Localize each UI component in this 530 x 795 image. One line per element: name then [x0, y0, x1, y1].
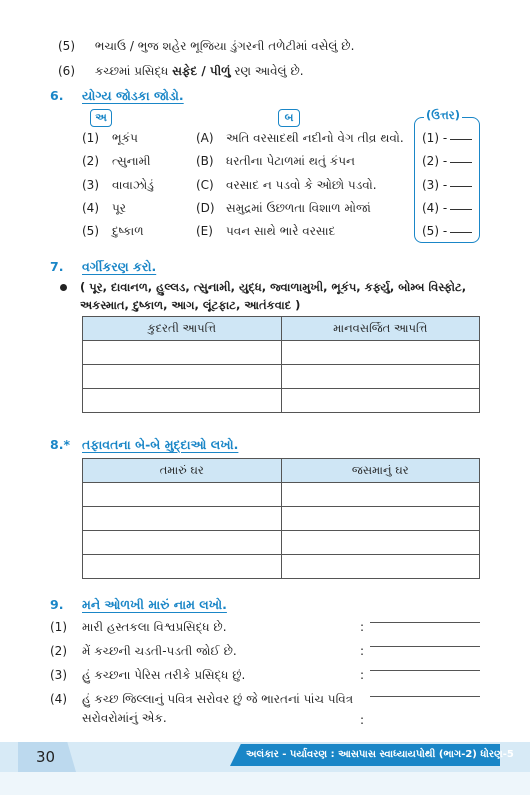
column-b-badge: બ: [278, 109, 300, 127]
answer-blank: [450, 139, 472, 140]
identify-clue: મેં કચ્છની ચડતી-પડતી જોઈ છે.: [82, 644, 237, 658]
question-title: યોગ્ય જોડકા જોડો.: [82, 88, 184, 103]
column-b-letter: (C): [196, 178, 214, 192]
answer-blank: [450, 209, 472, 210]
column-b-letter: (D): [196, 201, 215, 215]
column-header-manmade: માનવસર્જિત આપત્તિ: [281, 317, 480, 341]
answer-line[interactable]: [370, 670, 480, 671]
question-number: 8.*: [50, 437, 70, 452]
row-number: (1): [82, 131, 99, 145]
table-cell[interactable]: [281, 341, 480, 365]
question-title: તફાવતના બે-બે મુદ્દાઓ લખો.: [82, 437, 239, 452]
row-number: (5): [82, 224, 99, 238]
answer-slot[interactable]: [422, 200, 472, 216]
colon: :: [360, 644, 365, 658]
answer-slot-label: (4) -: [422, 201, 448, 215]
item-number: (1): [50, 620, 67, 634]
column-a-item: ત્સુનામી: [112, 154, 151, 168]
question-number: 9.: [50, 597, 64, 612]
item-number: (5): [58, 39, 75, 53]
question-title: વર્ગીકરણ કરો.: [82, 259, 157, 274]
identify-clue: હું કચ્છ જિલ્લાનું પવિત્ર સરોવર છું જે ભારતનાં પાંચ પવિત્ર: [82, 692, 354, 706]
colon: :: [360, 713, 365, 727]
column-b-item: વરસાદ ન પડવો કે ઓછો પડવો.: [226, 178, 377, 192]
item-number: (2): [50, 644, 67, 658]
item-number: (3): [50, 668, 67, 682]
answer-box-label: (ઉત્તર): [426, 108, 460, 122]
answer-slot-label: (3) -: [422, 178, 448, 192]
answer-slot-label: (1) -: [422, 131, 448, 145]
row-number: (4): [82, 201, 99, 215]
item-text: રણ આવેલું છે.: [230, 64, 304, 78]
page-number: 30: [36, 748, 56, 766]
column-header-jasma-house: જસમાનું ઘર: [281, 459, 480, 483]
column-a-badge: અ: [90, 109, 112, 127]
column-b-item: અતિ વરસાદથી નદીનો વેગ તીવ્ર થવો.: [226, 131, 404, 145]
statement-6: [58, 63, 304, 79]
column-b-item: પવન સાથે ભારે વરસાદ: [226, 224, 336, 238]
answer-blank: [450, 162, 472, 163]
table-cell[interactable]: [83, 483, 282, 507]
answer-blank: [450, 232, 472, 233]
item-text: કચ્છમાં પ્રસિદ્ધ: [94, 64, 173, 78]
answer-slot[interactable]: [422, 153, 472, 169]
table-cell[interactable]: [83, 555, 282, 579]
difference-table: [82, 458, 480, 579]
column-header-your-house: તમારું ઘર: [83, 459, 282, 483]
column-a-item: વાવાઝોડું: [112, 178, 154, 192]
word-list-line-1: ( પૂર, દાવાનળ, હુલ્લડ, ત્સુનામી, યુદ્ધ, જ્વાળામુખી, ભૂકંપ, કર્ફ્યુ, બોમ્બ વિસ્ફોટ,: [80, 280, 467, 294]
column-b-item: ધરતીના પેટાળમાં થતું કંપન: [226, 154, 355, 168]
item-text: ભચાઉ / ભુજ શહેર ભૂજિયા ડુંગરની તળેટીમાં વસેલું છે.: [94, 39, 355, 53]
table-cell[interactable]: [281, 365, 480, 389]
column-a-item: પૂર: [112, 201, 126, 215]
answer-line[interactable]: [370, 646, 480, 647]
answer-slot[interactable]: [422, 223, 472, 239]
colon: :: [360, 620, 365, 634]
column-b-item: સમુદ્રમાં ઉછળતા વિશાળ મોજાં: [226, 201, 371, 215]
column-a-item: ભૂકંપ: [112, 131, 138, 145]
table-cell[interactable]: [281, 555, 480, 579]
answer-blank: [450, 186, 472, 187]
row-number: (3): [82, 178, 99, 192]
colon: :: [360, 668, 365, 682]
footer-bottom: [0, 772, 530, 795]
column-b-letter: (B): [196, 154, 214, 168]
identify-clue: મારી હસ્તકલા વિશ્વપ્રસિદ્ધ છે.: [82, 620, 227, 634]
table-cell[interactable]: [281, 507, 480, 531]
question-number: 7.: [50, 259, 64, 274]
table-cell[interactable]: [281, 531, 480, 555]
answer-slot[interactable]: [422, 177, 472, 193]
column-header-natural: કુદરતી આપત્તિ: [83, 317, 282, 341]
table-cell[interactable]: [83, 341, 282, 365]
table-cell[interactable]: [83, 365, 282, 389]
question-title: મને ઓળખી મારું નામ લખો.: [82, 597, 227, 612]
answer-line[interactable]: [370, 622, 480, 623]
column-a-item: દુષ્કાળ: [112, 224, 144, 238]
column-b-letter: (A): [196, 131, 214, 145]
table-cell[interactable]: [83, 507, 282, 531]
item-number: (6): [58, 64, 75, 78]
word-list-line-2: અકસ્માત, દુષ્કાળ, આગ, લૂંટફાટ, આતંકવાદ ): [80, 298, 301, 312]
item-bold-text: સફેદ / પીળું: [172, 64, 231, 78]
statement-5: [58, 38, 354, 54]
table-cell[interactable]: [83, 531, 282, 555]
row-number: (2): [82, 154, 99, 168]
table-cell[interactable]: [83, 389, 282, 413]
bullet-icon: [60, 284, 67, 291]
item-number: (4): [50, 692, 67, 706]
answer-slot-label: (5) -: [422, 224, 448, 238]
column-b-letter: (E): [196, 224, 213, 238]
answer-slot-label: (2) -: [422, 154, 448, 168]
table-cell[interactable]: [281, 483, 480, 507]
question-number: 6.: [50, 88, 64, 103]
identify-clue-continued: સરોવરોમાંનું એક.: [82, 711, 167, 725]
identify-clue: હું કચ્છના પેરિસ તરીકે પ્રસિદ્ધ છું.: [82, 668, 246, 682]
table-cell[interactable]: [281, 389, 480, 413]
classification-table: [82, 316, 480, 413]
book-title: અલંકાર - પર્યાવરણ : આસપાસ સ્વાધ્યાયપોથી (ભાગ-2) ધોરણ-5: [246, 749, 514, 760]
answer-line[interactable]: [370, 696, 480, 697]
answer-label-text: ઉત્તર: [431, 108, 455, 122]
answer-slot[interactable]: [422, 130, 472, 146]
